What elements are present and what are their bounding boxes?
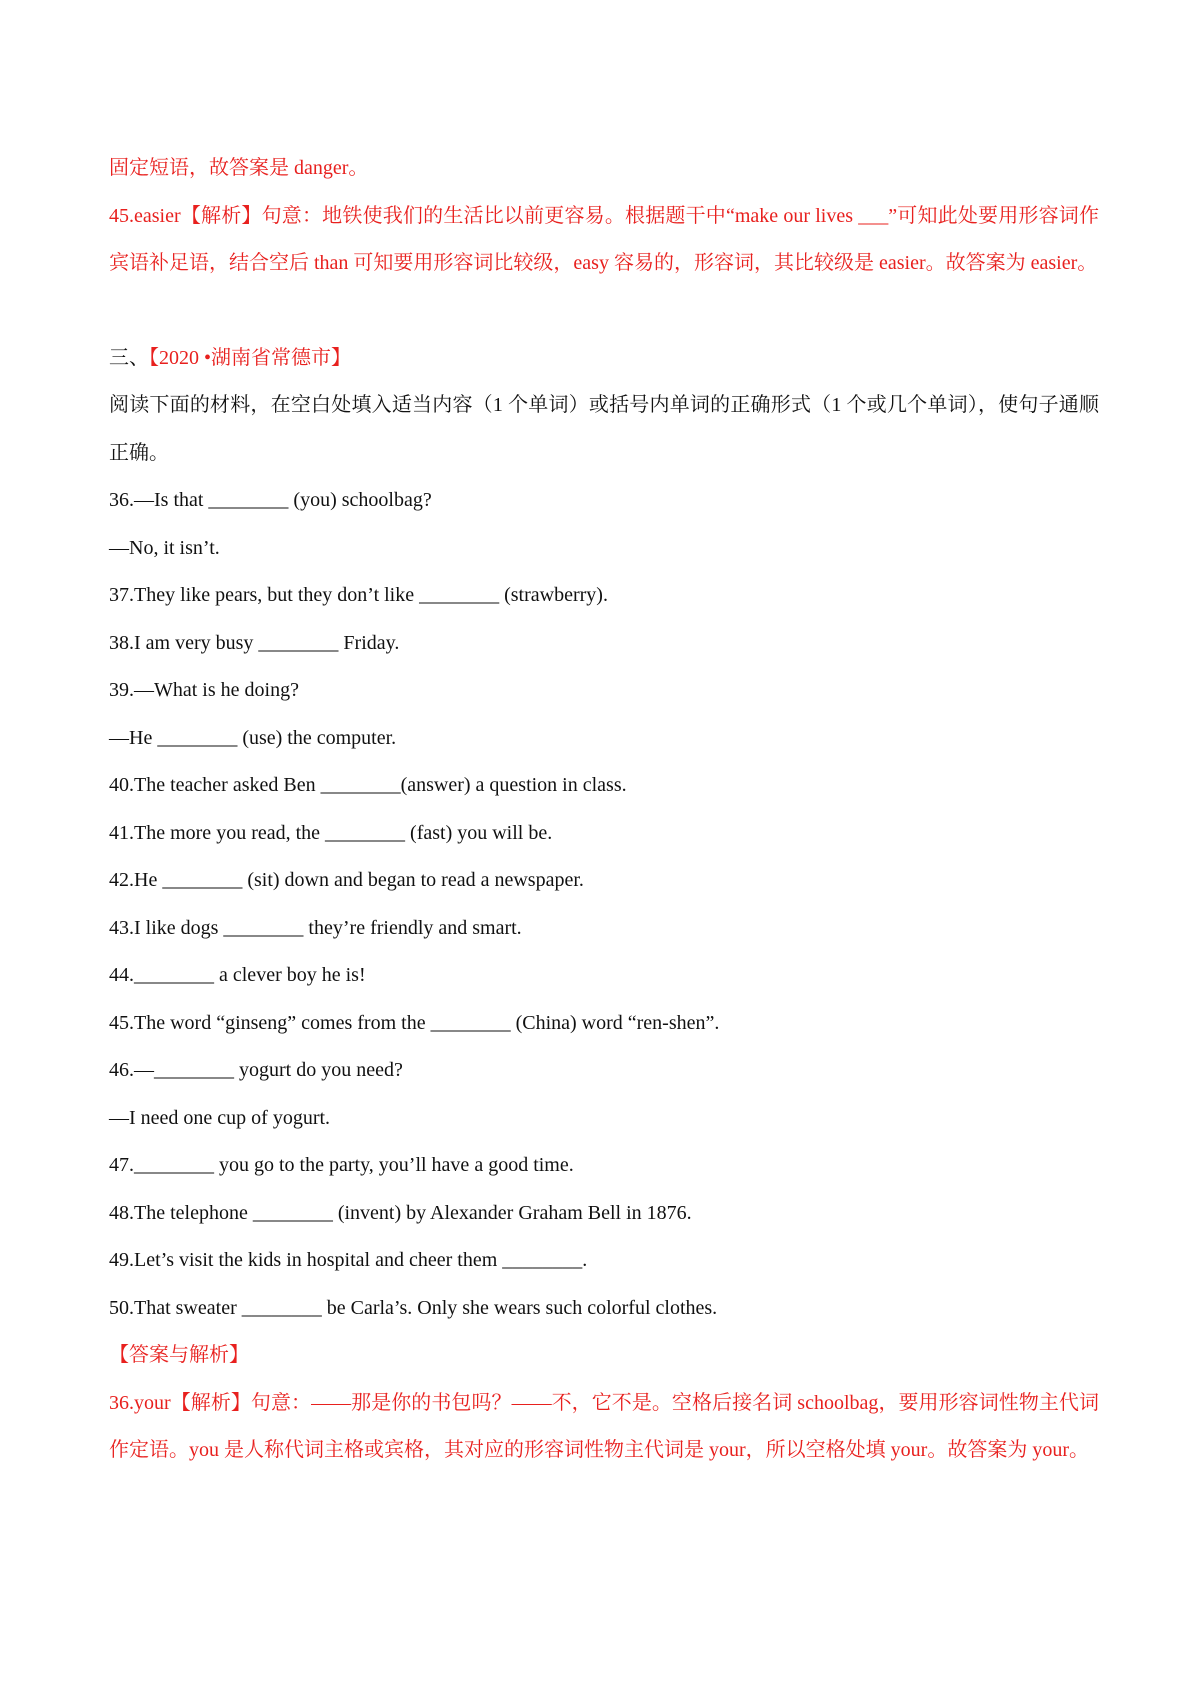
- question-line: 36.—Is that ________ (you) schoolbag?: [109, 489, 432, 511]
- question-line: —I need one cup of yogurt.: [109, 1106, 331, 1129]
- question-line: 46.—________ yogurt do you need?: [109, 1059, 403, 1081]
- question-line: —No, it isn’t.: [109, 536, 220, 559]
- prev-answer-tail: 固定短语，故答案是 danger。: [109, 157, 369, 179]
- document-page: [109, 145, 1099, 1475]
- question-line: 37.They like pears, but they don’t like ________ (strawberry).: [109, 584, 608, 606]
- question-line: —He ________ (use) the computer.: [109, 726, 397, 749]
- question-line: 45.The word “ginseng” comes from the ________ (China) word “ren-shen”.: [109, 1011, 720, 1034]
- question-line: 47.________ you go to the party, you’ll have a good time.: [109, 1154, 574, 1176]
- section-heading: [109, 335, 1099, 383]
- question-line: 50.That sweater ________ be Carla’s. Only she wears such colorful clothes.: [109, 1296, 718, 1319]
- section-instructions: 阅读下面的材料，在空白处填入适当内容（1 个单词）或括号内单词的正确形式（1 个或几个单词），使句子通顺正确。: [109, 394, 1099, 464]
- question-line: 40.The teacher asked Ben ________(answer) a question in class.: [109, 774, 627, 796]
- question-line: 43.I like dogs ________ they’re friendly and smart.: [109, 916, 522, 939]
- section-number: 三、: [109, 346, 149, 369]
- spacer: [109, 288, 1099, 335]
- question-line: 42.He ________ (sit) down and began to read a newspaper.: [109, 869, 584, 891]
- question-line: 44.________ a clever boy he is!: [109, 964, 366, 986]
- answer-36: 36.your【解析】句意：——那是你的书包吗？——不，它不是。空格后接名词 schoolbag，要用形容词性物主代词作定语。you 是人称代词主格或宾格，其对应的形容词性物主代词是 your，所以空格处填 your。故答案为 your。: [109, 1391, 1099, 1461]
- question-line: 39.—What is he doing?: [109, 679, 299, 701]
- question-line: 41.The more you read, the ________ (fast) you will be.: [109, 821, 553, 844]
- answers-heading: 【答案与解析】: [109, 1344, 249, 1366]
- section-source: 【2020 •湖南省常德市】: [149, 346, 352, 369]
- answer-45: 45.easier【解析】句意：地铁使我们的生活比以前更容易。根据题干中“make our lives ___”可知此处要用形容词作宾语补足语，结合空后 than 可知要用形容词比较级，easy 容易的，形容词，其比较级是 easier。故答案为 easier。: [109, 204, 1099, 274]
- question-line: 49.Let’s visit the kids in hospital and cheer them ________.: [109, 1249, 588, 1271]
- question-line: 38.I am very busy ________ Friday.: [109, 631, 400, 654]
- question-line: 48.The telephone ________ (invent) by Alexander Graham Bell in 1876.: [109, 1201, 692, 1224]
